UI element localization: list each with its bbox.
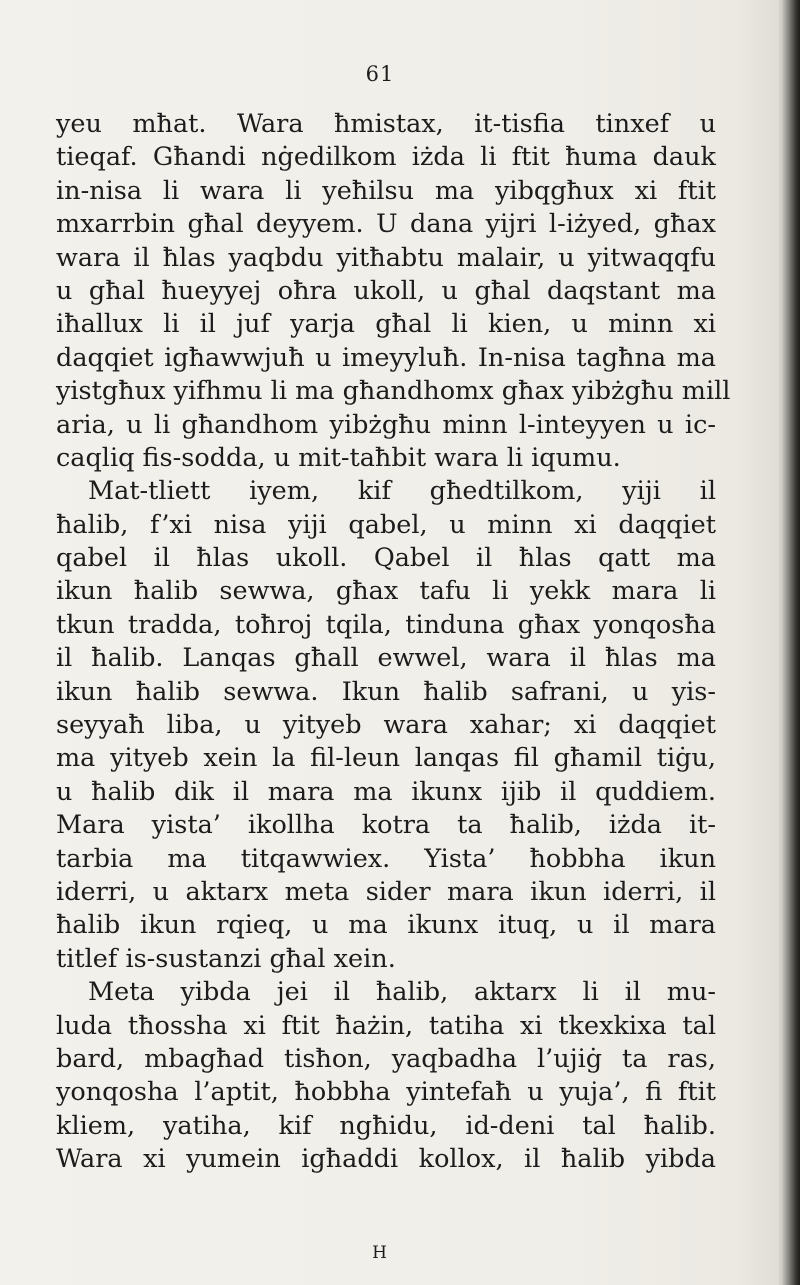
text-line: caqliq fis-sodda, u mit-taħbit wara li iqumu. xyxy=(56,442,621,473)
text-line: daqqiet igħawwjuħ u imeyyluħ. In-nisa tagħna ma xyxy=(56,342,716,373)
text-line: tieqaf. Għandi nġedilkom iżda li ftit ħuma dauk xyxy=(56,142,716,173)
text-line: iderri, u aktarx meta sider mara ikun iderri, il xyxy=(56,876,716,907)
text-line: luda tħossha xi ftit ħażin, tatiha xi tkexkixa tal xyxy=(56,1010,716,1041)
text-line: bard, mbagħad tisħon, yaqbadha l’ujiġ ta ras, xyxy=(56,1043,716,1074)
book-edge xyxy=(782,0,800,1285)
text-line: kliem, yatiha, kif ngħidu, id-deni tal ħalib. xyxy=(56,1110,716,1141)
text-line: Wara xi yumein igħaddi kollox, il ħalib yibda xyxy=(56,1144,716,1175)
text-line: ħalib ikun rqieq, u ma ikunx ituq, u il mara xyxy=(56,910,716,941)
text-line: yeu mħat. Wara ħmistax, it-tisfia tinxef u xyxy=(56,109,716,139)
text-line: tkun tradda, toħroj tqila, tinduna għax yonqosħa xyxy=(56,609,716,640)
page-number: 61 xyxy=(365,62,395,86)
text-line: Meta yibda jei il ħalib, aktarx li il mu- xyxy=(88,977,716,1008)
text-line: aria, u li għandhom yibżgħu minn l-inteyyen u ic- xyxy=(56,409,716,440)
text-line: seyyaħ liba, u yityeb wara xahar; xi daqqiet xyxy=(56,710,716,741)
text-line: yonqosha l’aptit, ħobbha yintefaħ u yuja’, fi ftit xyxy=(56,1077,716,1108)
text-line: tarbia ma titqawwiex. Yista’ ħobbha ikun xyxy=(56,843,716,874)
text-line: ma yityeb xein la fil-leun lanqas fil għamil tiġu, xyxy=(56,743,716,774)
text-line: Mat-tliett iyem, kif għedtilkom, yiji il xyxy=(88,476,716,507)
text-line: wara il ħlas yaqbdu yitħabtu malair, u yitwaqqfu xyxy=(56,242,716,273)
text-line: u ħalib dik il mara ma ikunx ijib il quddiem. xyxy=(56,776,716,807)
text-line: mxarrbin għal deyyem. U dana yijri l-iżyed, għax xyxy=(56,209,716,240)
text-line: ħalib, f’xi nisa yiji qabel, u minn xi daqqiet xyxy=(56,509,716,540)
text-line: ikun ħalib sewwa. Ikun ħalib safrani, u yis- xyxy=(56,676,716,707)
text-line: iħallux li il juf yarja għal li kien, u minn xi xyxy=(56,309,716,340)
text-line: qabel il ħlas ukoll. Qabel il ħlas qatt ma xyxy=(56,543,716,574)
text-line: yistgħux yifhmu li ma għandhomx għax yibżgħu mill xyxy=(56,376,731,407)
body-text xyxy=(56,108,731,1177)
text-line: u għal ħueyyej oħra ukoll, u għal daqstant ma xyxy=(56,275,716,306)
text-line: Mara yista’ ikollha kotra ta ħalib, iżda it- xyxy=(56,810,716,841)
text-line: ikun ħalib sewwa, għax tafu li yekk mara li xyxy=(56,576,716,607)
signature-mark: H xyxy=(372,1243,388,1263)
text-line: titlef is-sustanzi għal xein. xyxy=(56,943,396,974)
text-line: in-nisa li wara li yeħilsu ma yibqgħux xi ftit xyxy=(56,175,716,206)
text-line: il ħalib. Lanqas għall ewwel, wara il ħlas ma xyxy=(56,643,716,674)
